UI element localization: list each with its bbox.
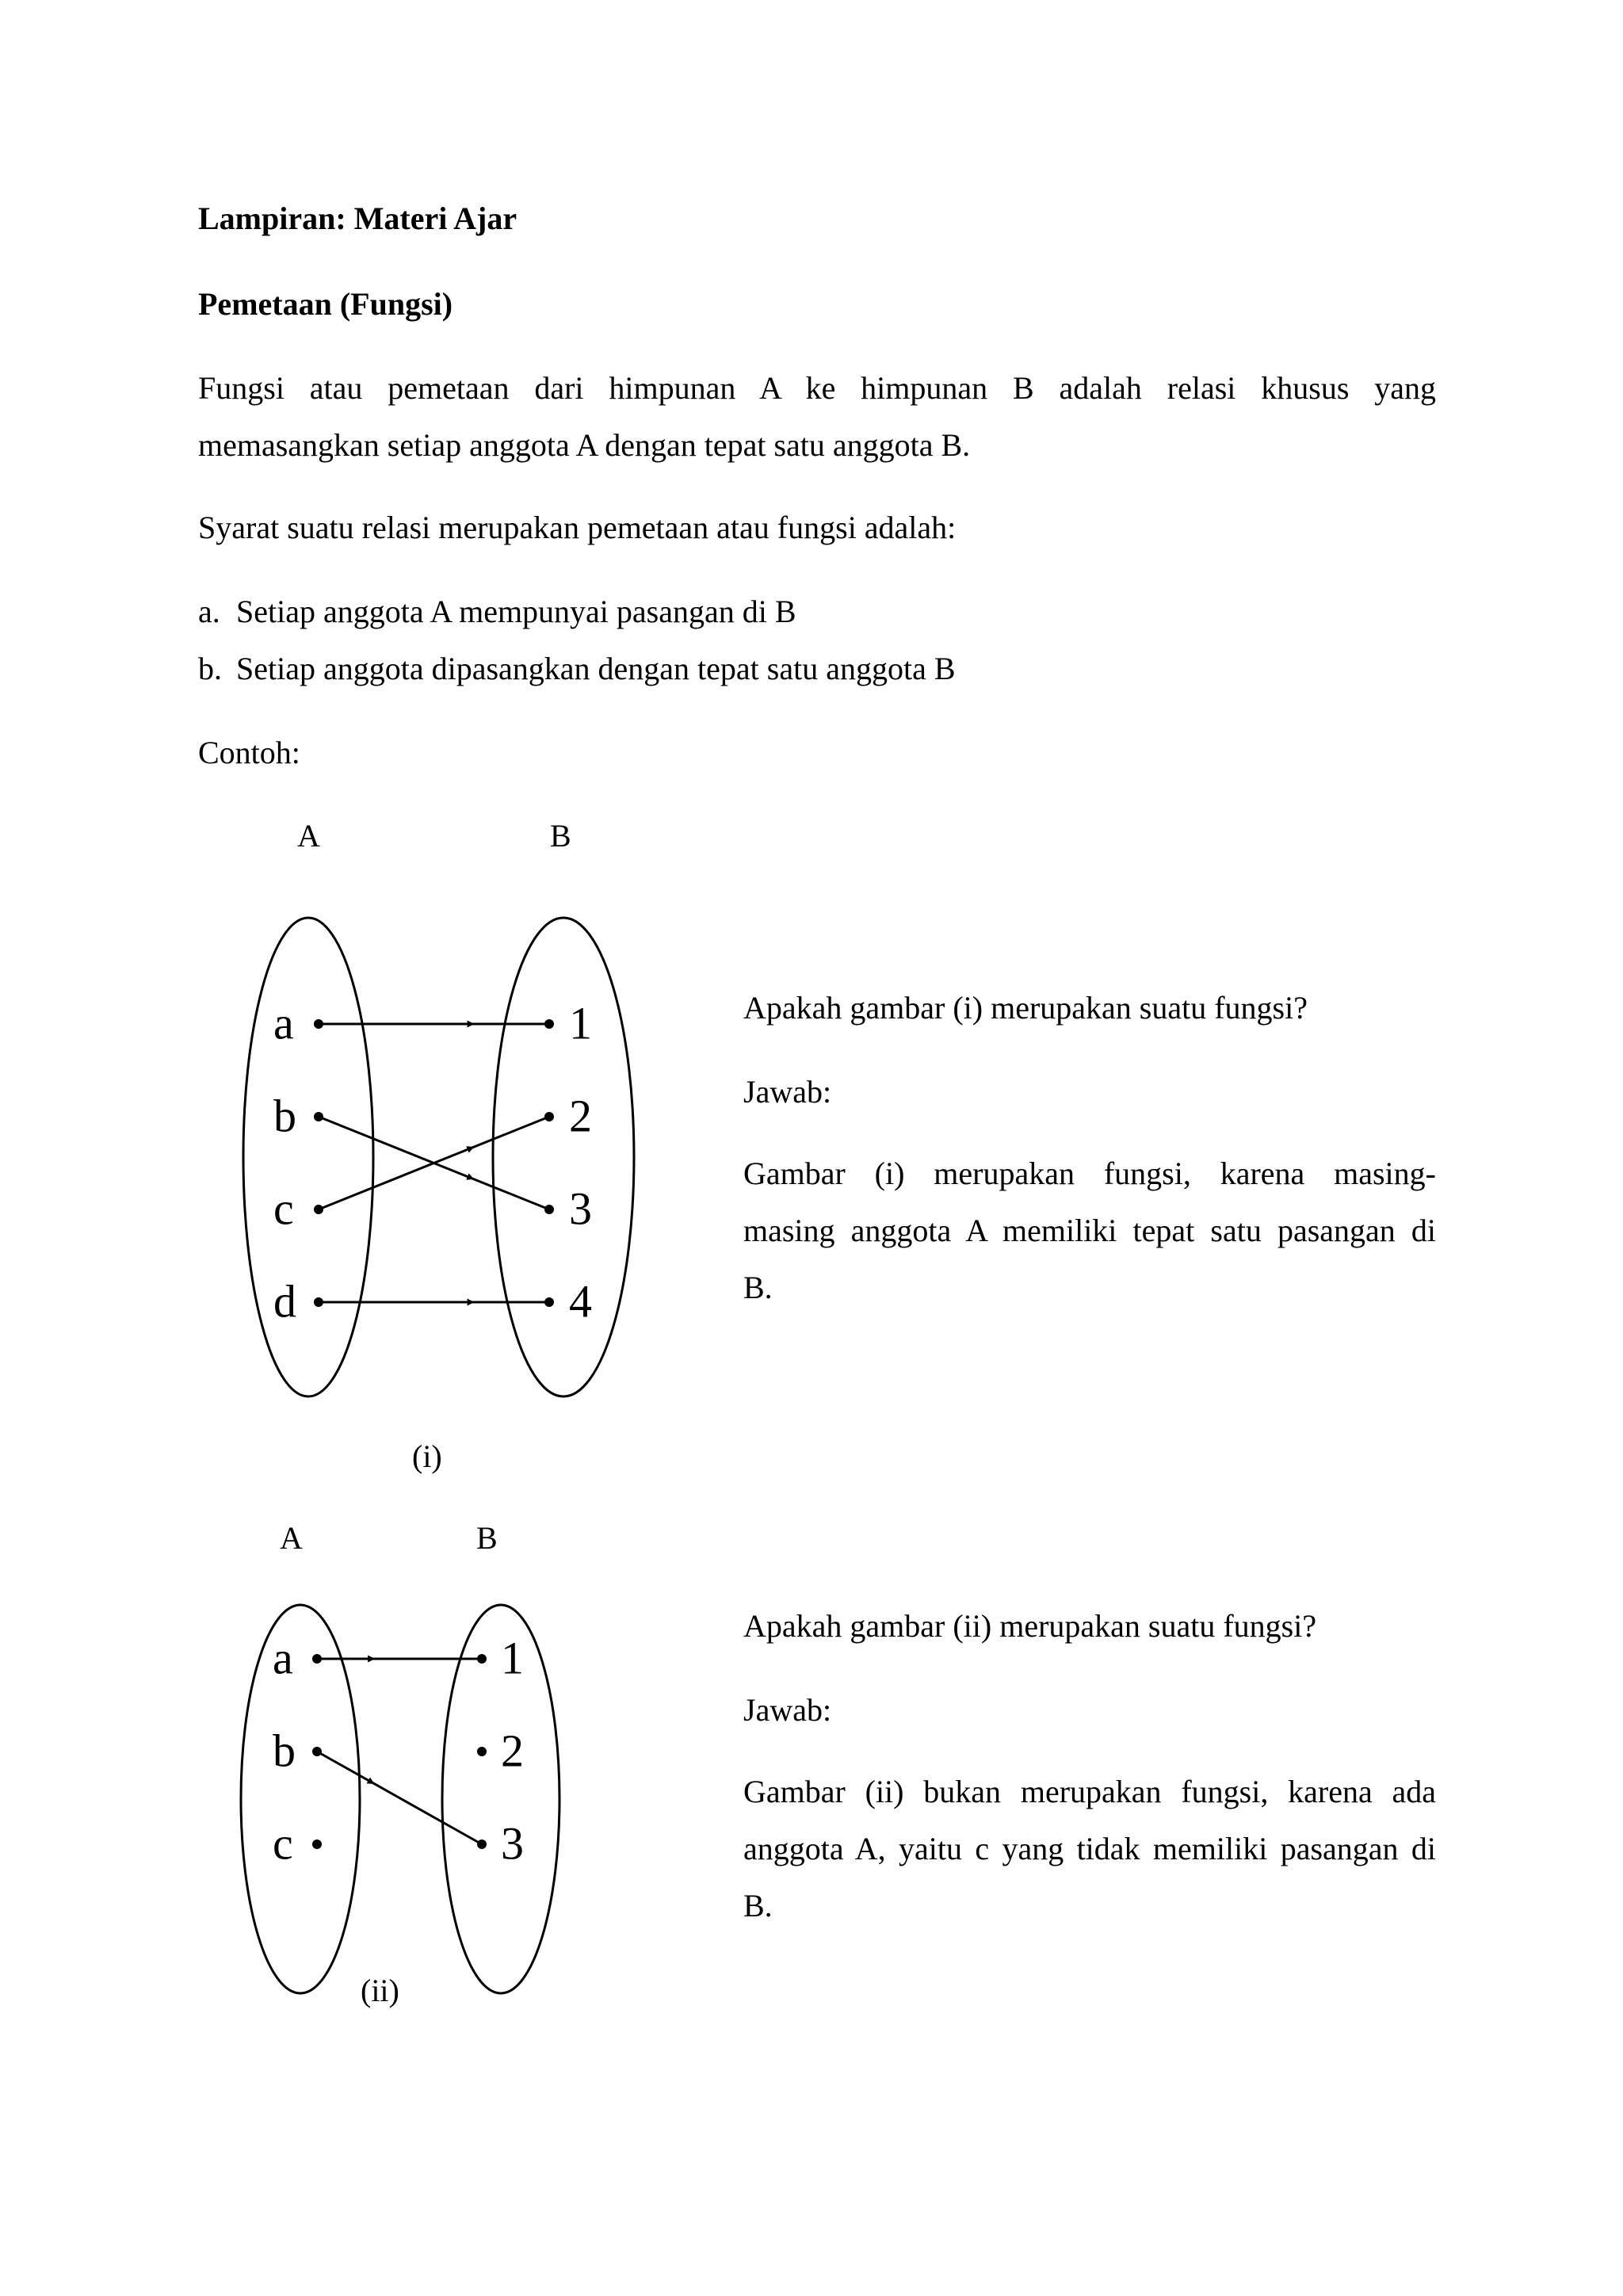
question-i: Apakah gambar (i) merupakan suatu fungsi? [743,990,1308,1026]
domain-label-a: a [273,1632,293,1684]
answer-ii-line-2: anggota A, yaitu c yang tidak memiliki pasangan di [743,1831,1436,1866]
domain-label-a: a [273,997,294,1049]
set-a-label-ii: A [280,1520,303,1556]
codomain-label-4: 4 [569,1275,592,1328]
caption-i: (i) [412,1438,442,1474]
codomain-elements-ii [477,1633,524,1870]
condition-b-marker: b. [198,651,222,686]
question-ii: Apakah gambar (ii) merupakan suatu fungsi? [743,1608,1317,1644]
codomain-label-1: 1 [501,1632,524,1684]
set-b-label-i: B [550,818,571,854]
answer-ii-line-1: Gambar (ii) bukan merupakan fungsi, karena ada [743,1774,1436,1809]
answer-paragraph-ii [743,1763,1436,1935]
answer-i-line-2: masing anggota A memiliki tepat satu pasangan di [743,1213,1436,1248]
domain-label-c: c [273,1182,294,1235]
codomain-label-2: 2 [569,1090,592,1142]
condition-a-marker: a. [198,594,220,629]
subheading: Pemetaan (Fungsi) [198,286,453,322]
heading: Lampiran: Materi Ajar [198,201,517,236]
mapping-arrows-ii [317,1659,482,1844]
answer-label-ii: Jawab: [743,1692,832,1728]
answer-ii-line-3: B. [743,1888,773,1924]
definition-line-1: Fungsi atau pemetaan dari himpunan A ke himpunan B adalah relasi khusus yang [198,370,1436,406]
codomain-label-1: 1 [569,997,592,1049]
condition-a-text: Setiap anggota A mempunyai pasangan di B [236,594,796,629]
domain-label-d: d [273,1275,296,1328]
codomain-dot-2 [477,1747,487,1756]
set-b-label-ii: B [476,1520,498,1556]
caption-ii: (ii) [361,1973,399,2008]
answer-i-line-3: B. [743,1270,773,1305]
codomain-label-2: 2 [501,1725,524,1777]
codomain-label-3: 3 [569,1182,592,1235]
codomain-label-3: 3 [501,1817,524,1870]
example-label: Contoh: [198,735,300,770]
condition-b-text: Setiap anggota dipasangkan dengan tepat satu anggota B [236,651,956,686]
domain-label-b: b [273,1725,296,1777]
set-a-label-i: A [297,818,320,854]
arrow-b-to-3 [317,1752,482,1844]
definition-line-2: memasangkan setiap anggota A dengan tepat satu anggota B. [198,427,971,463]
domain-dot-c [312,1839,322,1849]
domain-elements-ii [273,1633,322,1870]
set-a-ellipse-ii [241,1605,360,1993]
domain-label-c: c [273,1817,293,1870]
conditions-intro: Syarat suatu relasi merupakan pemetaan atau fungsi adalah: [198,510,957,545]
domain-label-b: b [273,1090,296,1142]
answer-label-i: Jawab: [743,1074,832,1110]
answer-i-line-1: Gambar (i) merupakan fungsi, karena masing- [743,1156,1436,1191]
